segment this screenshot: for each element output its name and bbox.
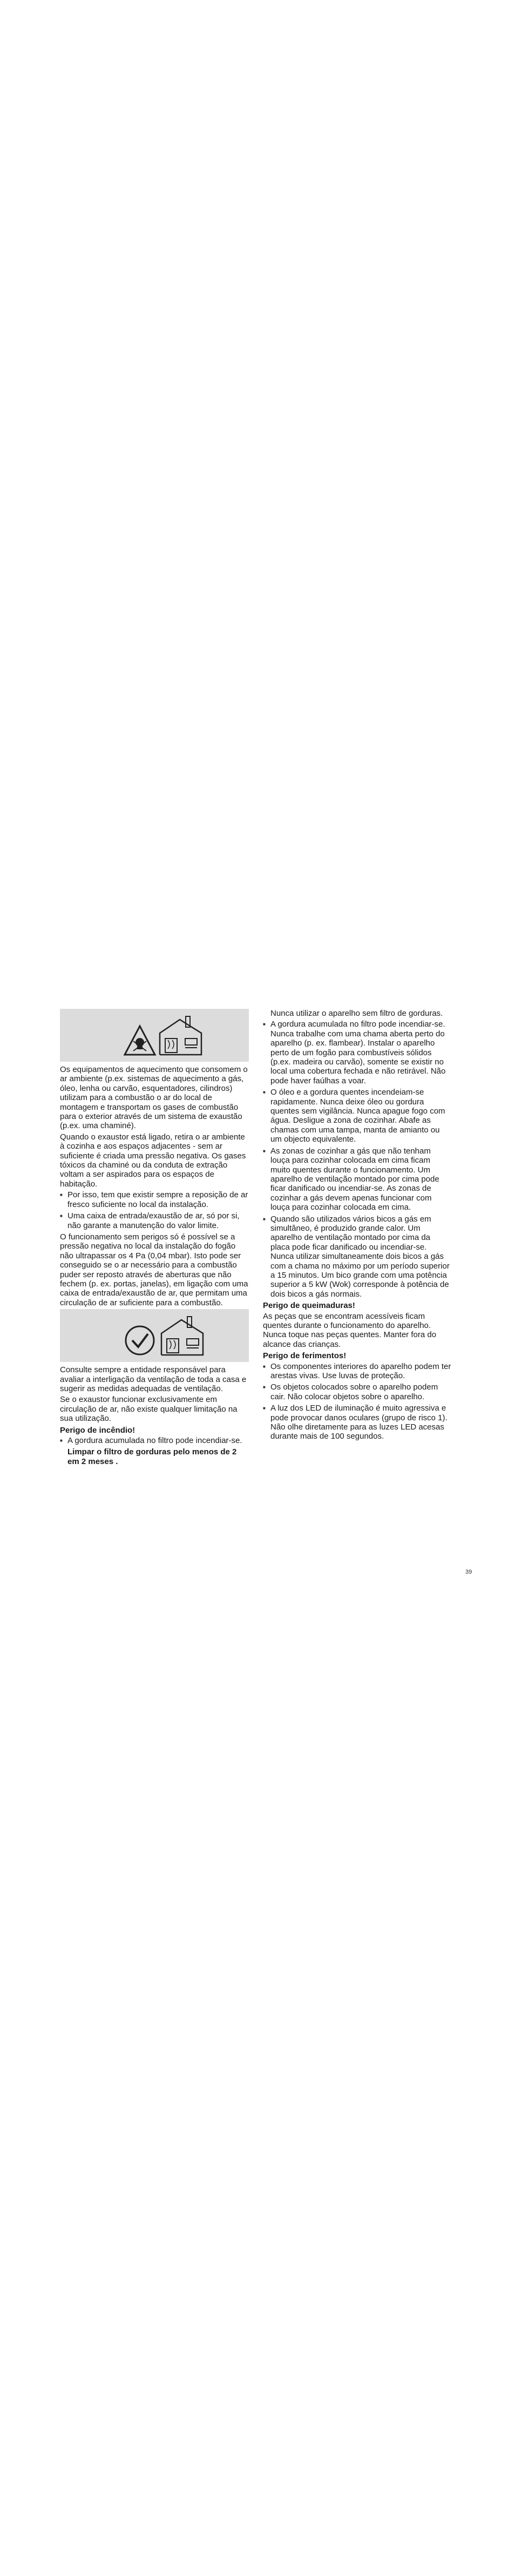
bullet-list xyxy=(263,1020,452,1299)
bullet-list xyxy=(60,1190,249,1230)
paragraph: Se o exaustor funcionar exclusivamente em circulação de ar, não existe qualquer limitação na sua utilização. xyxy=(60,1395,238,1424)
list-item: ■ As zonas de cozinhar a gás que não tenham louça para cozinhar colocada em cima ficam muito quentes durante o funcionamento. Um aparelho de ventilação montado por cima pode ficar danificado ou incendiar-se. As zonas de cozinhar a gás devem apenas funcionar com louça para cozinhar colocada em cima. xyxy=(263,1147,452,1212)
list-item: ■ A luz dos LED de iluminação é muito agressiva e pode provocar danos oculares (grupo de risco 1). Não olhe diretamente para as luzes LED acesas durante mais de 100 segundos. xyxy=(263,1404,452,1441)
paragraph: O funcionamento sem perigos só é possível se a pressão negativa no local da instalação do fogão não ultrapassar os 4 Pa (0,04 mbar). Isto pode ser conseguido se o ar necessário para a combustão puder ser reposto através de aberturas que não fechem (p. ex. portas, janelas), em ligação com uma caixa de entrada/exaustão de ar, que permitam uma circulação de ar suficiente para a combustão. xyxy=(60,1232,248,1307)
list-item: ■ Os objetos colocados sobre o aparelho podem cair. Não colocar objetos sobre o aparelho. xyxy=(263,1383,452,1401)
bullet-list xyxy=(263,1362,452,1441)
list-item: ■ A gordura acumulada no filtro pode incendiar-se. xyxy=(60,1436,249,1445)
section-heading-burn: Perigo de queimaduras! xyxy=(263,1301,355,1311)
bullet-list xyxy=(60,1436,249,1445)
checkmark-house-icon xyxy=(60,1309,249,1362)
skull-house-icon xyxy=(60,1009,249,1062)
paragraph: Consulte sempre a entidade responsável para avaliar a interligação da ventilação de toda a casa e sugerir as medidas adequadas de ventilação. xyxy=(60,1365,247,1393)
list-item: ■ A gordura acumulada no filtro pode incendiar-se. Nunca trabalhe com uma chama aberta perto do aparelho (p. ex. flambear). Instalar o aparelho perto de um fogão para combustíveis sólidos (p.ex. madeira ou carvão), somente se existir no local uma cobertura fechada e não retirável. Não pode haver faúlhas a voar. xyxy=(263,1020,452,1085)
list-item: ■ Por isso, tem que existir sempre a reposição de ar fresco suficiente no local da instalação. xyxy=(60,1190,249,1209)
section-heading-fire: Perigo de incêndio! xyxy=(60,1425,135,1435)
paragraph: Os equipamentos de aquecimento que consomem o ar ambiente (p.ex. sistemas de aquecimento a gás, óleo, lenha ou carvão, esquentadores, cilindros) utilizam para a combustão o ar do local de montagem e transportam os gases de combustão para o exterior através de um sistema de exaustão (p.ex. uma chaminé). xyxy=(60,1065,248,1131)
ok-illustration xyxy=(60,1309,249,1362)
section-heading-injury: Perigo de ferimentos! xyxy=(263,1351,347,1361)
right-column xyxy=(263,1009,452,1444)
paragraph: Quando o exaustor está ligado, retira o ar ambiente à cozinha e aos espaços adjacentes - sem ar suficiente é criada uma pressão negativa. Os gases tóxicos da chaminé ou da conduta de extração voltam a ser aspirados para os espaços de habitação. xyxy=(60,1132,246,1189)
warning-illustration xyxy=(60,1009,249,1062)
list-item: ■ Uma caixa de entrada/exaustão de ar, só por si, não garante a manutenção do valor limite. xyxy=(60,1211,249,1230)
page-number: 39 xyxy=(465,1569,472,1575)
list-item: ■ Quando são utilizados vários bicos a gás em simultâneo, é produzido grande calor. Um aparelho de ventilação montado por cima da placa pode ficar danificado ou incendiar-se. Nunca utilizar simultaneamente dois bicos a gás com a chama no máximo por um período superior a 15 minutos. Um bico grande com uma potência superior a 5 kW (Wok) corresponde à potência de dois bicos a gás normais. xyxy=(263,1215,452,1299)
list-item: ■ O óleo e a gordura quentes incendeiam-se rapidamente. Nunca deixe óleo ou gordura quentes sem vigilância. Nunca apague fogo com água. Desligue a zona de cozinhar. Abafe as chamas com uma tampa, manta de amianto ou um objecto equivalente. xyxy=(263,1088,452,1144)
list-item: ■ Os componentes interiores do aparelho podem ter arestas vivas. Use luvas de proteção. xyxy=(263,1362,452,1381)
bold-instruction: Limpar o filtro de gorduras pelo menos de 2 em 2 meses . xyxy=(67,1447,237,1466)
paragraph: Nunca utilizar o aparelho sem filtro de gorduras. xyxy=(270,1009,443,1018)
left-column xyxy=(60,1009,249,1468)
paragraph: As peças que se encontram acessíveis ficam quentes durante o funcionamento do aparelho. Nunca toque nas peças quentes. Manter fora do alcance das crianças. xyxy=(263,1311,437,1349)
